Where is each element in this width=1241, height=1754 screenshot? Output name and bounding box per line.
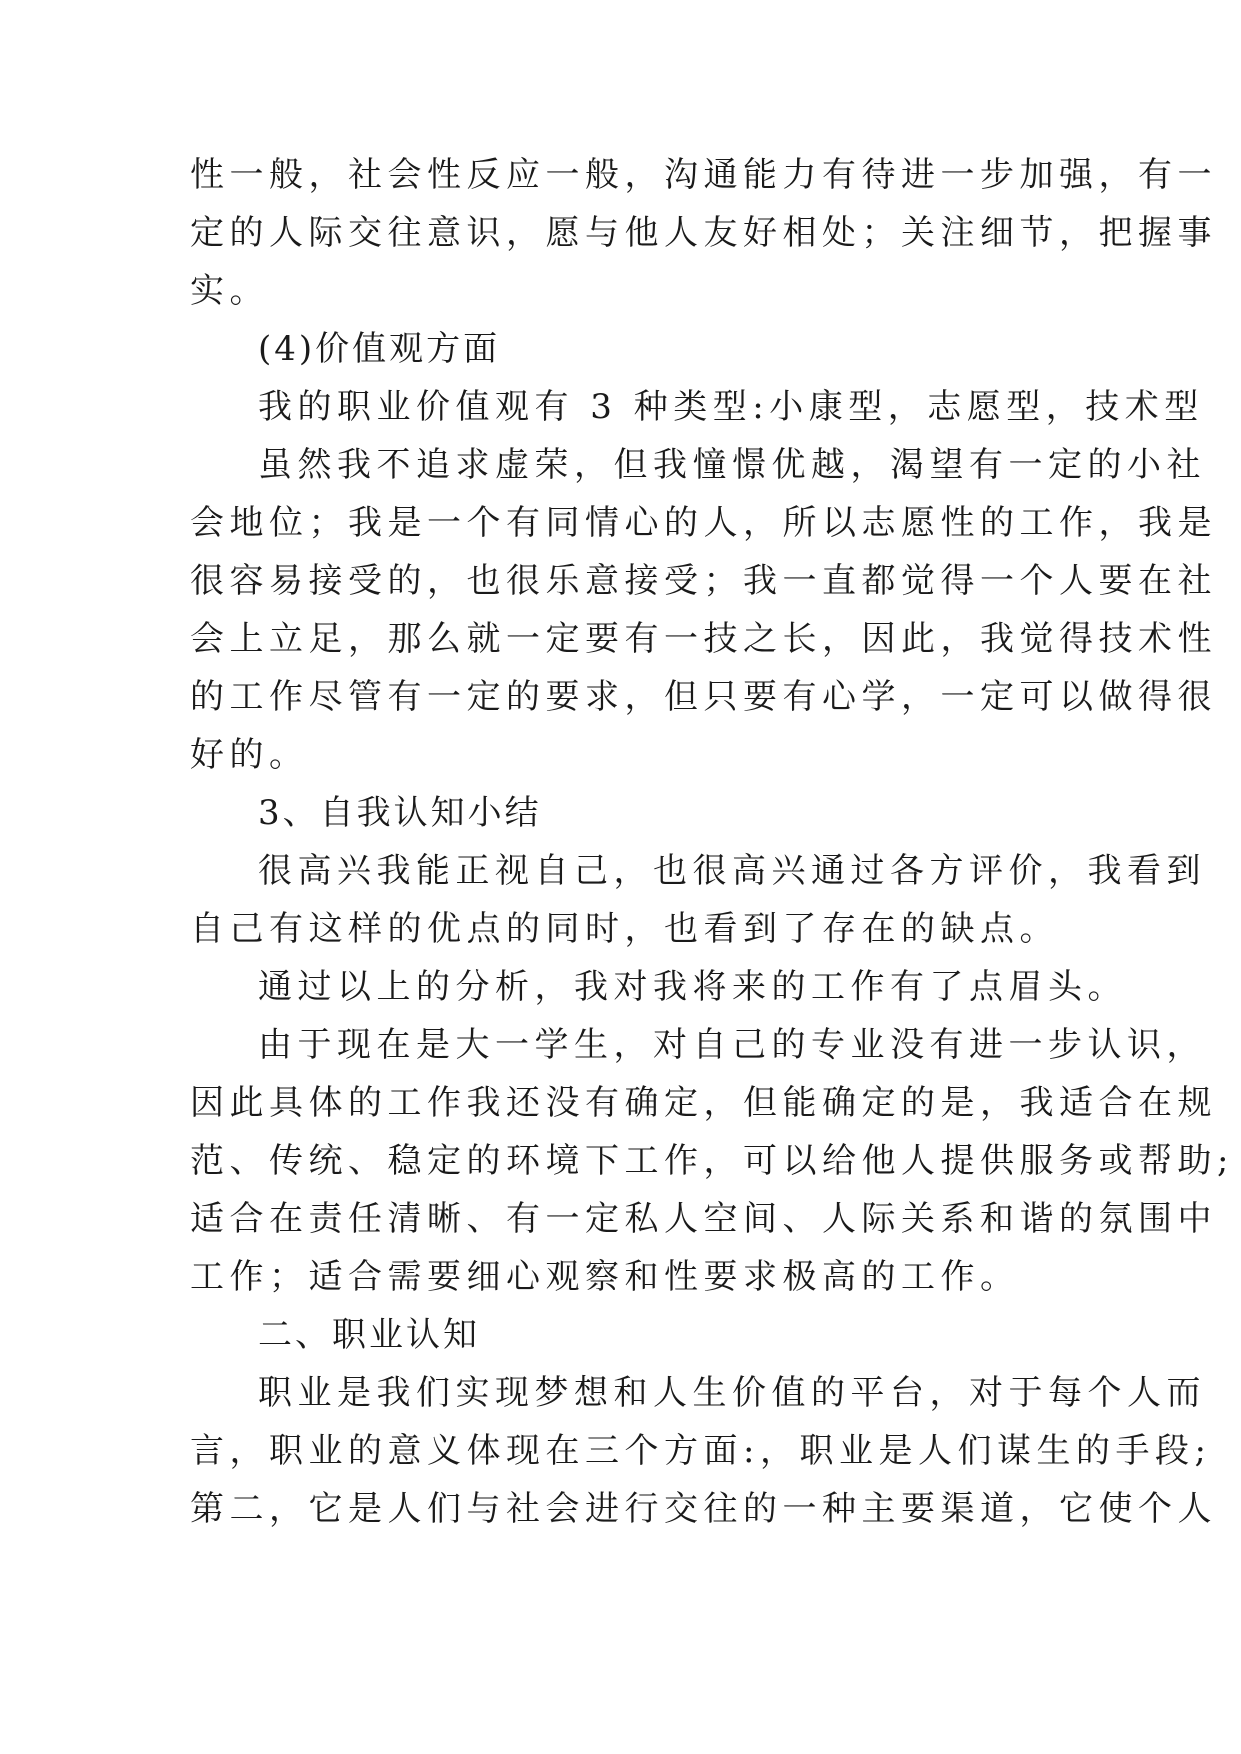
paragraph-line: 很高兴我能正视自己，也很高兴通过各方评价，我看到 [258, 851, 1206, 891]
paragraph-line: 定的人际交往意识，愿与他人友好相处；关注细节，把握事 [190, 213, 1217, 253]
paragraph-line: 由于现在是大一学生，对自己的专业没有进一步认识， [258, 1025, 1206, 1065]
paragraph-line: 实。 [190, 271, 269, 311]
paragraph-line: 范、传统、稳定的环境下工作，可以给他人提供服务或帮助; [190, 1141, 1234, 1181]
paragraph-line: 言，职业的意义体现在三个方面:，职业是人们谋生的手段; [190, 1431, 1212, 1471]
section-heading: (4)价值观方面 [258, 329, 501, 369]
paragraph-line: 会上立足，那么就一定要有一技之长，因此，我觉得技术性 [190, 619, 1217, 659]
paragraph-line: 好的。 [190, 735, 309, 775]
section-heading: 二、职业认知 [258, 1315, 480, 1355]
paragraph-line: 因此具体的工作我还没有确定，但能确定的是，我适合在规 [190, 1083, 1217, 1123]
paragraph-line: 会地位；我是一个有同情心的人，所以志愿性的工作，我是 [190, 503, 1217, 543]
paragraph-line: 第二，它是人们与社会进行交往的一种主要渠道，它使个人 [190, 1489, 1217, 1529]
paragraph-line: 的工作尽管有一定的要求，但只要有心学，一定可以做得很 [190, 677, 1217, 717]
section-heading: 3、自我认知小结 [258, 793, 542, 833]
paragraph-line: 很容易接受的，也很乐意接受；我一直都觉得一个人要在社 [190, 561, 1217, 601]
paragraph-line: 通过以上的分析，我对我将来的工作有了点眉头。 [258, 967, 1127, 1007]
paragraph-line: 工作；适合需要细心观察和性要求极高的工作。 [190, 1257, 1020, 1297]
paragraph-line: 职业是我们实现梦想和人生价值的平台，对于每个人而 [258, 1373, 1206, 1413]
paragraph-line: 虽然我不追求虚荣，但我憧憬优越，渴望有一定的小社 [258, 445, 1206, 485]
paragraph-line: 性一般，社会性反应一般，沟通能力有待进一步加强，有一 [190, 155, 1217, 195]
paragraph-line: 适合在责任清晰、有一定私人空间、人际关系和谐的氛围中 [190, 1199, 1217, 1239]
paragraph-line: 自己有这样的优点的同时，也看到了存在的缺点。 [190, 909, 1059, 949]
paragraph-line: 我的职业价值观有 3 种类型:小康型，志愿型，技术型 [258, 387, 1204, 427]
